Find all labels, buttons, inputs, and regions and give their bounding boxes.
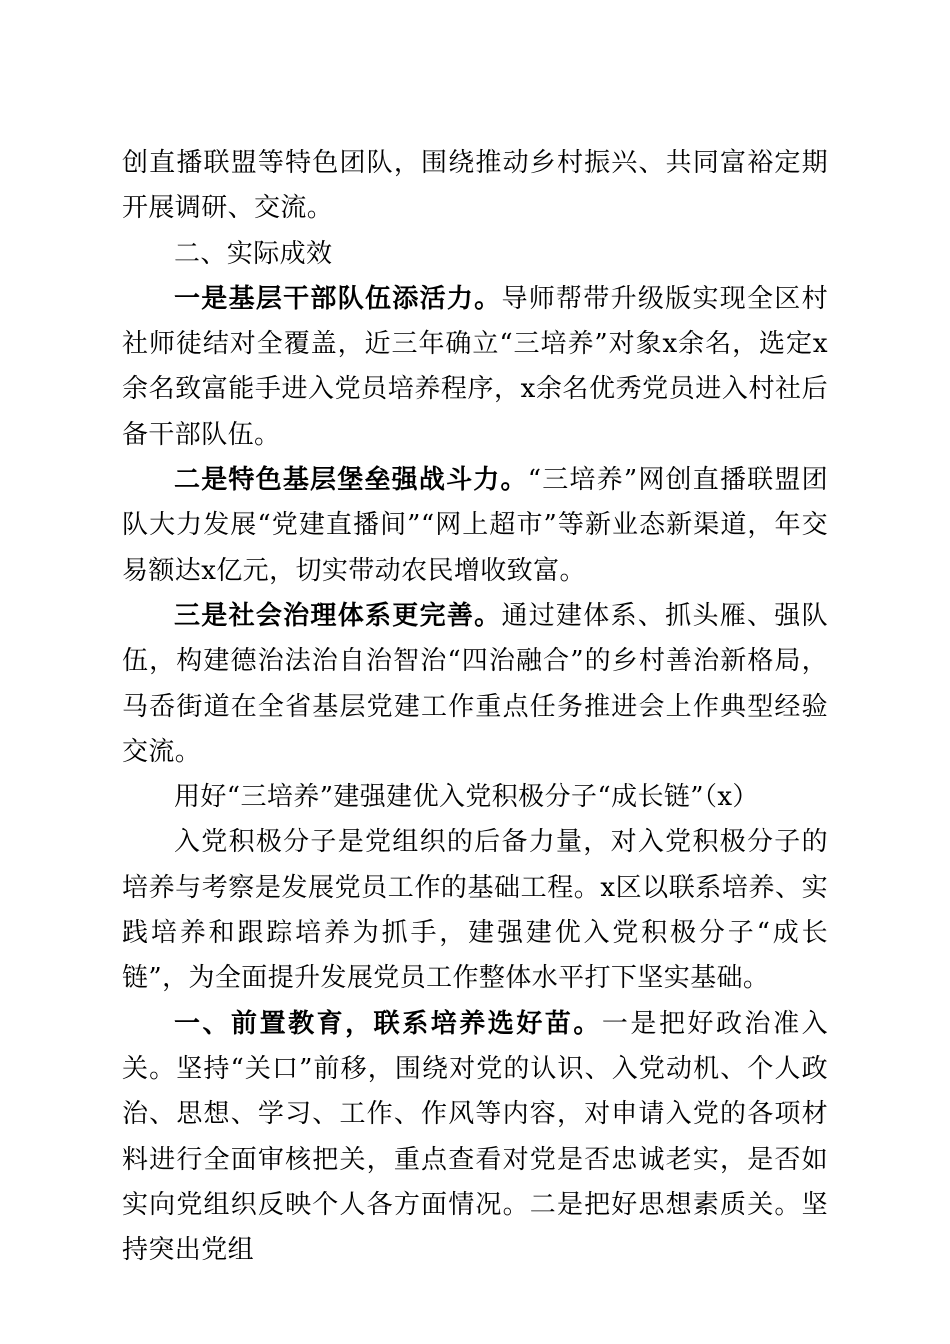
article-subtitle: 用好“三培养”建强建优入党积极分子“成长链”（x） [174,782,759,813]
paragraph-cadre-team [122,277,828,458]
paragraph-intro-continuation: 创直播联盟等特色团队，围绕推动乡村振兴、共同富裕定期开展调研、交流。 [122,148,828,224]
paragraph-grassroots-bastion [122,458,828,594]
paragraph-governance [122,594,828,775]
paragraph-lead: 三是社会治理体系更完善。 [174,600,502,631]
paragraph-pre-education [122,1002,828,1274]
paragraph-lead: 二是特色基层堡垒强战斗力。 [174,465,528,496]
paragraph-activists-intro: 入党积极分子是党组织的后备力量，对入党积极分子的培养与考察是发展党员工作的基础工程。x区以联系培养、实践培养和跟踪培养为抓手，建强建优入党积极分子“成长链”，为全面提升发展党员工作整体水平打下坚实基础。 [122,827,828,994]
paragraph-lead: 一、前置教育，联系培养选好苗。 [174,1008,602,1039]
paragraph-body: 通过建体系、抓头雁、强队伍，构建德治法治自治智治“四治融合”的乡村善治新格局，马岙街道在全省基层党建工作重点任务推进会上作典型经验交流。 [122,600,828,767]
paragraph-body: “三培养”网创直播联盟团队大力发展“党建直播间”“网上超市”等新业态新渠道，年交易额达x亿元，切实带动农民增收致富。 [122,465,828,586]
section-heading-results: 二、实际成效 [174,238,333,269]
paragraph-body: 一是把好政治准入关。坚持“关口”前移，围绕对党的认识、入党动机、个人政治、思想、学习、工作、作风等内容，对申请入党的各项材料进行全面审核把关，重点查看对党是否忠诚老实，是否如实向党组织反映个人各方面情况。二是把好思想素质关。坚持突出党组 [122,1008,828,1266]
paragraph-body: 导师帮带升级版实现全区村社师徒结对全覆盖，近三年确立“三培养”对象x余名，选定x余名致富能手进入党员培养程序，x余名优秀党员进入村社后备干部队伍。 [122,283,828,450]
document-page [122,141,828,1273]
paragraph-lead: 一是基层干部队伍添活力。 [174,283,502,314]
